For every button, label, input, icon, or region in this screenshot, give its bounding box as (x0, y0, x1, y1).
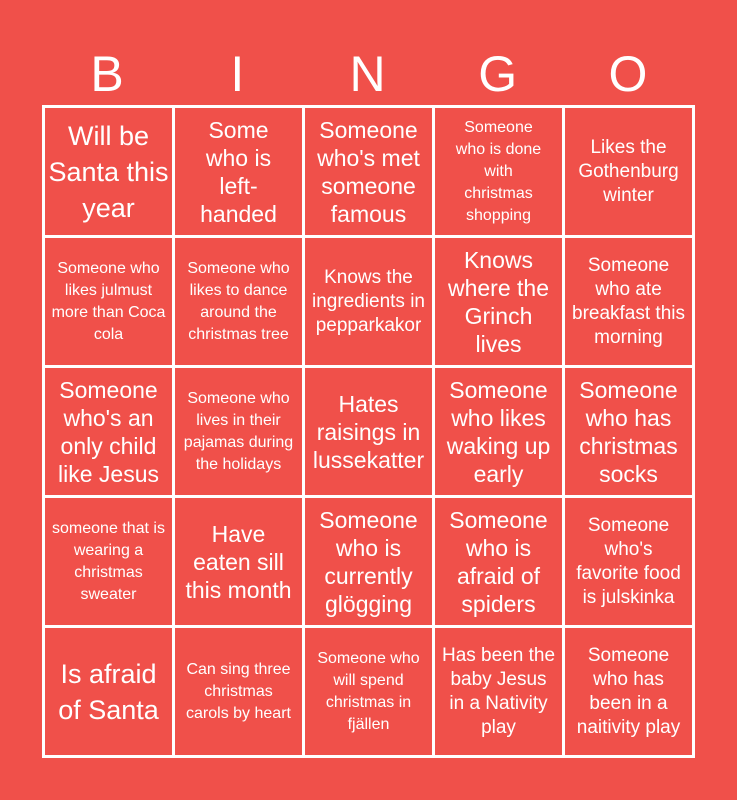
header-letter-i: I (230, 46, 247, 102)
header-letter-o: O (608, 46, 650, 102)
bingo-cell-r4c3[interactable]: Someone who is currently glögging (305, 498, 432, 625)
bingo-cell-r5c2[interactable]: Can sing three christmas carols by heart (175, 628, 302, 755)
bingo-cell-r2c2[interactable]: Someone who likes to dance around the christmas tree (175, 238, 302, 365)
bingo-cell-r3c3[interactable]: Hates raisings in lussekatter (305, 368, 432, 495)
bingo-cell-r5c4[interactable]: Has been the baby Jesus in a Nativity play (435, 628, 562, 755)
bingo-cell-r1c5[interactable]: Likes the Gothenburg winter (565, 108, 692, 235)
bingo-cell-r5c1[interactable]: Is afraid of Santa (45, 628, 172, 755)
bingo-cell-r2c4[interactable]: Knows where the Grinch lives (435, 238, 562, 365)
header-letter-g: G (478, 46, 520, 102)
bingo-header (43, 44, 694, 104)
bingo-cell-r3c2[interactable]: Someone who lives in their pajamas during the holidays (175, 368, 302, 495)
bingo-cell-r1c2[interactable]: Some who is left-handed (175, 108, 302, 235)
header-letter-b: B (90, 46, 126, 102)
bingo-cell-r2c5[interactable]: Someone who ate breakfast this morning (565, 238, 692, 365)
bingo-cell-r2c3[interactable]: Knows the ingredients in pepparkakor (305, 238, 432, 365)
bingo-cell-r3c5[interactable]: Someone who has christmas socks (565, 368, 692, 495)
bingo-cell-r4c4[interactable]: Someone who is afraid of spiders (435, 498, 562, 625)
bingo-cell-r3c1[interactable]: Someone who's an only child like Jesus (45, 368, 172, 495)
bingo-cell-r5c3[interactable]: Someone who will spend christmas in fjällen (305, 628, 432, 755)
bingo-cell-r4c1[interactable]: someone that is wearing a christmas sweater (45, 498, 172, 625)
header-letter-n: N (349, 46, 388, 102)
bingo-cell-r5c5[interactable]: Someone who has been in a naitivity play (565, 628, 692, 755)
bingo-cell-r1c4[interactable]: Someone who is done with christmas shopping (435, 108, 562, 235)
bingo-cell-r4c2[interactable]: Have eaten sill this month (175, 498, 302, 625)
bingo-cell-r3c4[interactable]: Someone who likes waking up early (435, 368, 562, 495)
bingo-cell-r4c5[interactable]: Someone who's favorite food is julskinka (565, 498, 692, 625)
bingo-board (42, 105, 695, 758)
bingo-cell-r1c1[interactable]: Will be Santa this year (45, 108, 172, 235)
bingo-cell-r1c3[interactable]: Someone who's met someone famous (305, 108, 432, 235)
bingo-cell-r2c1[interactable]: Someone who likes julmust more than Coca cola (45, 238, 172, 365)
